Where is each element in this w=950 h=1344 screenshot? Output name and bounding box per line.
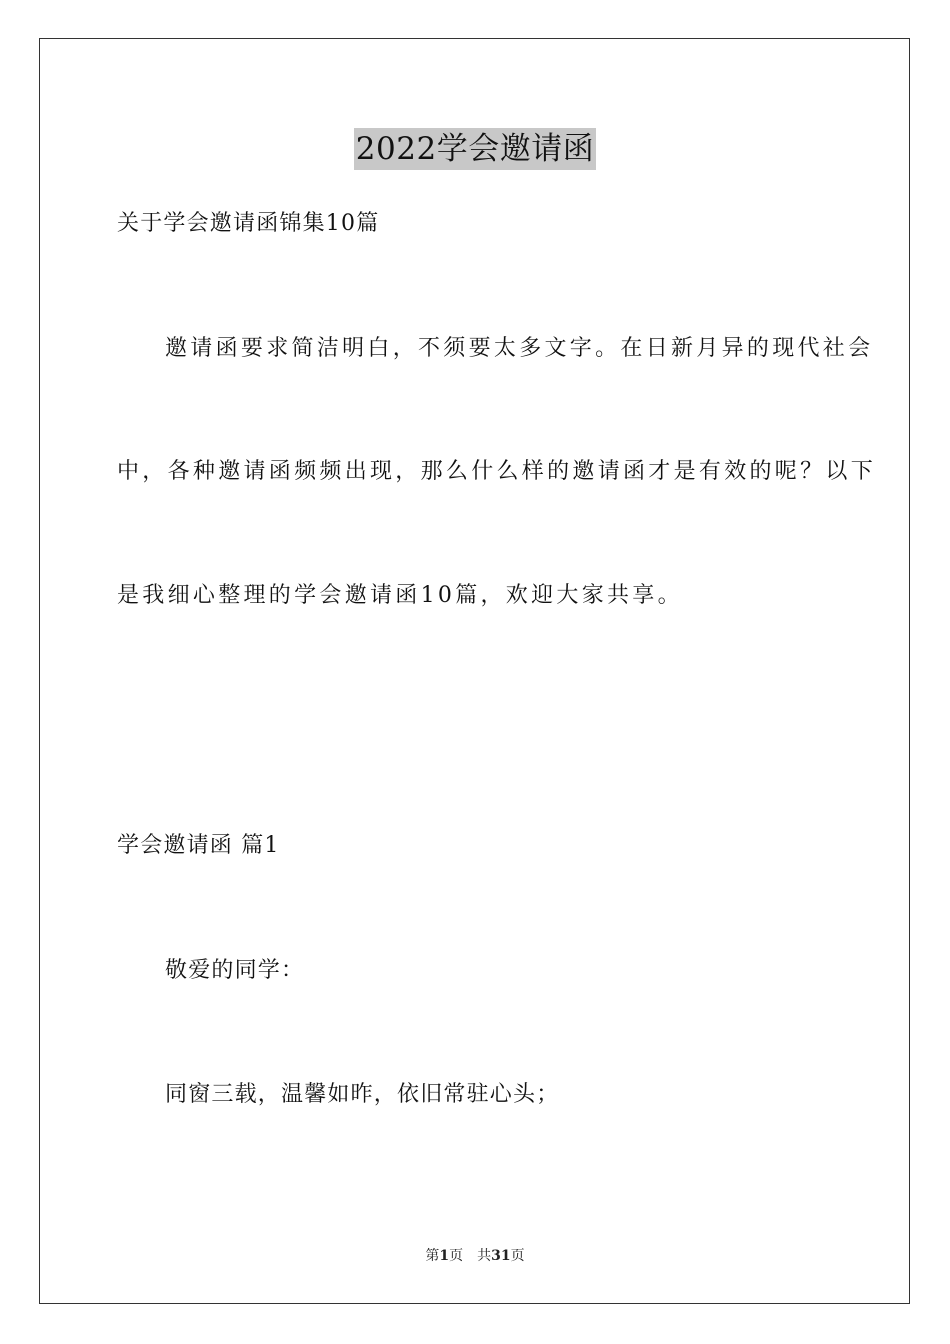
document-title: 2022学会邀请函: [354, 128, 596, 170]
page-prefix: 第: [425, 1248, 440, 1264]
total-suffix: 页: [510, 1248, 525, 1264]
page-footer: [0, 1247, 950, 1265]
intro-line-1: 邀请函要求简洁明白，不须要太多文字。在日新月异的现代社会: [165, 336, 874, 361]
title-container: [0, 128, 950, 170]
intro-line-2: 中，各种邀请函频频出现，那么什么样的邀请函才是有效的呢？以下: [117, 459, 877, 484]
intro-line-3: 是我细心整理的学会邀请函10篇，欢迎大家共享。: [117, 583, 683, 608]
section-heading: 学会邀请函 篇1: [117, 833, 280, 858]
total-pages: 31: [491, 1248, 511, 1264]
total-prefix: 共: [477, 1248, 492, 1264]
page-number: 1: [439, 1248, 450, 1264]
greeting-line: 敬爱的同学：: [165, 958, 305, 983]
page-suffix: 页: [449, 1248, 464, 1264]
body-line: 同窗三载，温馨如昨，依旧常驻心头；: [165, 1082, 560, 1107]
document-subtitle: 关于学会邀请函锦集10篇: [117, 211, 380, 236]
